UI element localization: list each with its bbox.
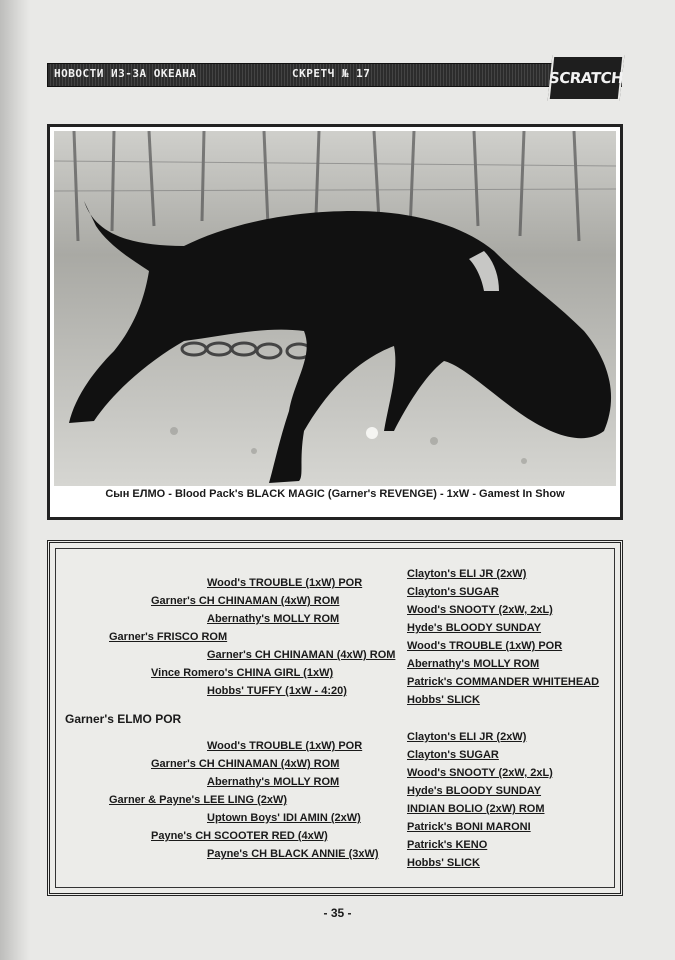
pedigree-sdd: Hobbs' TUFFY (1xW - 4:20) — [207, 685, 347, 697]
pedigree-g5-12: Hyde's BLOODY SUNDAY — [407, 785, 542, 797]
pedigree-g5-3: Wood's SNOOTY (2xW, 2xL) — [407, 604, 553, 616]
page-number: - 35 - — [323, 906, 352, 920]
section-title: НОВОСТИ ИЗ-ЗА ОКЕАНА — [54, 67, 197, 80]
pedigree-g5-2: Clayton's SUGAR — [407, 586, 499, 598]
photo-caption: Сын ЕЛМО - Blood Pack's BLACK MAGIC (Garner's REVENGE) - 1xW - Gamest In Show — [105, 488, 565, 500]
pedigree-sss: Wood's TROUBLE (1xW) POR — [207, 577, 363, 589]
page-binding-shadow — [0, 0, 30, 960]
pedigree-g5-10: Clayton's SUGAR — [407, 749, 499, 761]
header-bar — [47, 63, 625, 87]
pedigree-sds: Garner's CH CHINAMAN (4xW) ROM — [207, 649, 396, 661]
photo-frame — [47, 124, 623, 520]
pedigree-dsd: Abernathy's MOLLY ROM — [207, 776, 340, 788]
pedigree-dss: Wood's TROUBLE (1xW) POR — [207, 740, 363, 752]
pedigree-g5-13: INDIAN BOLIO (2xW) ROM — [407, 803, 545, 815]
pedigree-g5-8: Hobbs' SLICK — [407, 694, 480, 706]
pedigree-sire: Garner's FRISCO ROM — [109, 631, 228, 643]
pedigree-dam-dam: Payne's CH SCOOTER RED (4xW) — [151, 830, 328, 842]
pedigree-g5-15: Patrick's KENO — [407, 839, 488, 851]
pedigree-g5-1: Clayton's ELI JR (2xW) — [407, 568, 527, 580]
pedigree-g5-7: Patrick's COMMANDER WHITEHEAD — [407, 676, 600, 688]
logo-text: SCRATCH — [548, 69, 625, 87]
pedigree-dam-sire: Garner's CH CHINAMAN (4xW) ROM — [151, 758, 340, 770]
dog-photo — [54, 131, 616, 486]
pedigree-ddd: Payne's CH BLACK ANNIE (3xW) — [207, 848, 379, 860]
pedigree-g5-11: Wood's SNOOTY (2xW, 2xL) — [407, 767, 553, 779]
pedigree-g5-16: Hobbs' SLICK — [407, 857, 480, 869]
pedigree-sire-sire: Garner's CH CHINAMAN (4xW) ROM — [151, 595, 340, 607]
pedigree-g5-14: Patrick's BONI MARONI — [407, 821, 531, 833]
pedigree-ssd: Abernathy's MOLLY ROM — [207, 613, 340, 625]
pedigree-dam: Garner & Payne's LEE LING (2xW) — [109, 794, 288, 806]
pedigree-g5-4: Hyde's BLOODY SUNDAY — [407, 622, 542, 634]
magazine-logo — [548, 55, 625, 101]
pedigree-g5-6: Abernathy's MOLLY ROM — [407, 658, 540, 670]
pedigree-chart — [47, 540, 623, 896]
issue-number: СКРЕТЧ № 17 — [292, 67, 371, 80]
pedigree-g5-5: Wood's TROUBLE (1xW) POR — [407, 640, 563, 652]
pedigree-dds: Uptown Boys' IDI AMIN (2xW) — [207, 812, 361, 824]
pedigree-g5-9: Clayton's ELI JR (2xW) — [407, 731, 527, 743]
pedigree-sire-dam: Vince Romero's CHINA GIRL (1xW) — [151, 667, 334, 679]
pedigree-subject: Garner's ELMO POR — [65, 712, 182, 726]
